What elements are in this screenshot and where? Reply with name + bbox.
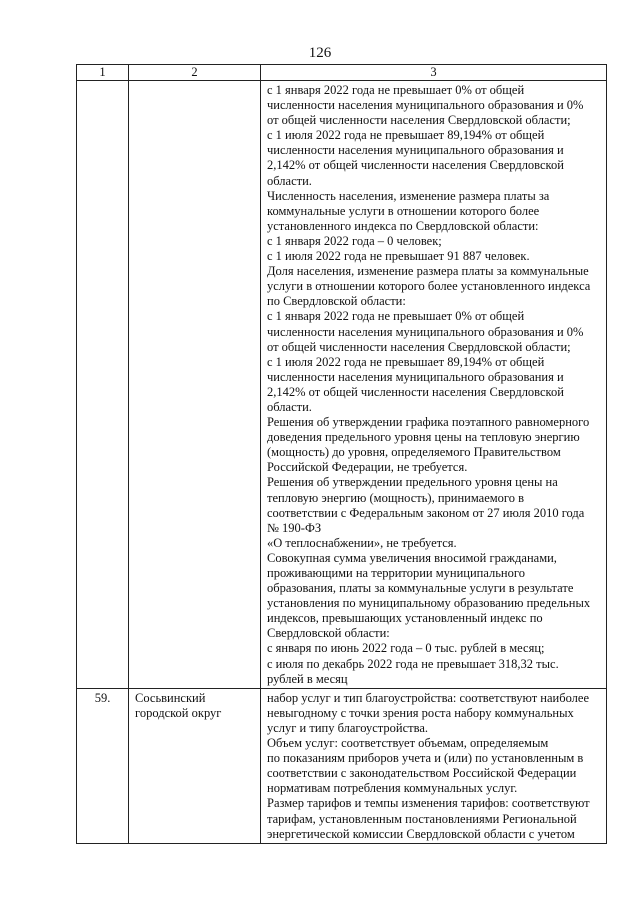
continuation-line: Доля населения, изменение размера платы за коммунальные: [267, 264, 589, 279]
continuation-line: коммунальные услуги в отношении которого более: [267, 203, 540, 218]
continuation-line: «О теплоснабжении», не требуется.: [267, 535, 457, 550]
row59-line: набор услуг и тип благоустройства: соответствуют наиболее: [267, 690, 590, 705]
continuation-line: 2,142% от общей численности населения Свердловской: [267, 384, 564, 399]
continuation-line: индексов, превышающих установленный индекс по: [267, 611, 543, 626]
continuation-line: с января по июнь 2022 года – 0 тыс. рублей в месяц;: [267, 641, 545, 656]
continuation-line: с 1 января 2022 года – 0 человек;: [267, 233, 442, 248]
continuation-line: области.: [267, 399, 312, 414]
column-number-header-row: [77, 65, 607, 81]
continuation-line: услуги в отношении которого более установленного индекса: [267, 279, 591, 294]
column-header-2: 2: [129, 65, 261, 81]
continuation-line: численности населения муниципального образования и 0%: [267, 324, 584, 339]
continuation-line: области.: [267, 173, 312, 188]
continuation-line: с 1 января 2022 года не превышает 0% от общей: [267, 309, 525, 324]
continuation-line: с 1 июля 2022 года не превышает 89,194% от общей: [267, 128, 545, 143]
column-header-3: 3: [261, 65, 607, 81]
continuation-text-cell: [261, 81, 607, 689]
continuation-line: с 1 января 2022 года не превышает 0% от общей: [267, 83, 525, 97]
continuation-line: соответствии с Федеральным законом от 27 июля 2010 года: [267, 505, 585, 520]
continuation-line: 2,142% от общей численности населения Свердловской: [267, 158, 564, 173]
continuation-line: № 190-ФЗ: [267, 520, 322, 535]
row59-line: нормативам потребления коммунальных услуг.: [267, 781, 518, 796]
continuation-line: по Свердловской области:: [267, 294, 406, 309]
row59-line: Размер тарифов и темпы изменения тарифов: соответствуют: [267, 796, 590, 811]
continuation-row: [77, 81, 607, 689]
continuation-line: от общей численности населения Свердловской области;: [267, 339, 571, 354]
continuation-line: Совокупная сумма увеличения вносимой гражданами,: [267, 550, 557, 565]
row59-line: по показаниям приборов учета и (или) по установленным в: [267, 751, 584, 766]
column-header-1: 1: [77, 65, 129, 81]
row59-line: Объем услуг: соответствует объемам, определяемым: [267, 736, 549, 751]
continuation-line: Свердловской области:: [267, 626, 390, 641]
continuation-line: Численность населения, изменение размера платы за: [267, 188, 550, 203]
continuation-line: установленного индекса по Свердловской области:: [267, 218, 539, 233]
continuation-line: с 1 июля 2022 года не превышает 89,194% от общей: [267, 354, 545, 369]
continuation-line: (мощность) до уровня, определяемого Правительством: [267, 445, 561, 460]
continuation-line: с июля по декабрь 2022 года не превышает 318,32 тыс.: [267, 656, 559, 671]
continuation-line: рублей в месяц: [267, 671, 348, 686]
page-number: 126: [308, 45, 332, 61]
continuation-number-cell: [77, 81, 129, 689]
continuation-line: установления по муниципальному образованию предельных: [267, 596, 591, 611]
continuation-line: с 1 июля 2022 года не превышает 91 887 человек.: [267, 249, 530, 264]
continuation-line: тепловую энергию (мощность), принимаемого в: [267, 490, 525, 505]
continuation-line: Решения об утверждении предельного уровня цены на: [267, 475, 558, 490]
row59-line: невыгодному с точки зрения роста набору коммунальных: [267, 705, 574, 720]
continuation-line: численности населения муниципального образования и: [267, 369, 564, 384]
continuation-line: численности населения муниципального образования и: [267, 143, 564, 158]
row-number: 59.: [77, 688, 129, 843]
continuation-line: Российской Федерации, не требуется.: [267, 460, 468, 475]
continuation-line: численности населения муниципального образования и 0%: [267, 98, 584, 113]
continuation-line: проживающими на территории муниципального: [267, 566, 525, 580]
continuation-line: образования, платы за коммунальные услуги в результате: [267, 581, 574, 596]
row59-line: услуг и типу благоустройства.: [267, 720, 429, 735]
row59-line: энергетической комиссии Свердловской области с учетом: [267, 826, 575, 841]
continuation-text: [261, 81, 606, 688]
row-59-text: [261, 689, 606, 843]
row59-line: соответствии с законодательством Российской Федерации: [267, 766, 577, 781]
continuation-name-cell: [129, 81, 261, 689]
continuation-line: доведения предельного уровня цены на тепловую энергию: [267, 430, 580, 445]
table-row-59: [77, 688, 607, 843]
continuation-line: Решения об утверждении графика поэтапного равномерного: [267, 415, 590, 430]
municipal-tariff-table: [76, 64, 607, 844]
municipality-name: Сосьвинский городской округ: [129, 688, 261, 843]
continuation-line: от общей численности населения Свердловской области;: [267, 113, 571, 128]
row59-line: тарифам, установленным постановлениями Региональной: [267, 811, 577, 826]
row-59-text-cell: [261, 688, 607, 843]
